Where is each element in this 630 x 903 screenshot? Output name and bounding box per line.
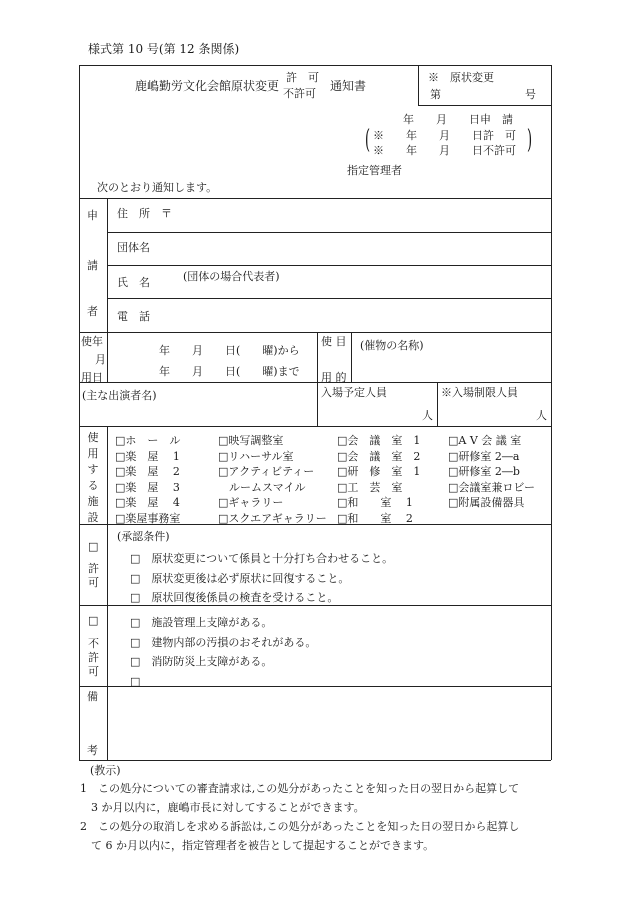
- expected-label: 入場予定人員: [321, 386, 387, 399]
- facilities-char-2: 用: [87, 447, 99, 460]
- ref-dai: 第: [430, 88, 441, 101]
- manager-label: 指定管理者: [347, 164, 402, 177]
- facility-checkbox[interactable]: □和 室 1: [337, 496, 413, 509]
- instruction-line-1: 1 この処分についての審査請求は,この処分があったことを知った日の翌日から起算して: [80, 782, 520, 795]
- ref-go: 号: [525, 88, 536, 101]
- name-label: 氏 名: [117, 276, 150, 289]
- title-permit: 許 可: [286, 71, 319, 84]
- remarks-field[interactable]: [112, 690, 547, 756]
- applicant-char-3: 者: [87, 305, 98, 318]
- permit-checkbox[interactable]: □: [88, 540, 99, 553]
- facilities-char-4: る: [87, 479, 99, 492]
- facility-checkbox[interactable]: □リハーサル室: [218, 449, 294, 463]
- facility-checkbox[interactable]: □研修室 2―a: [448, 449, 520, 463]
- facility-checkbox[interactable]: □研修室 2―b: [448, 465, 520, 478]
- facility-checkbox[interactable]: □会 議 室 1: [337, 434, 421, 447]
- facility-checkbox[interactable]: □附属設備器具: [448, 496, 525, 509]
- purpose-label-bot: 用 的: [321, 371, 347, 384]
- form-border-right: [551, 65, 552, 760]
- event-name-field[interactable]: [360, 358, 540, 372]
- reason-checkbox[interactable]: □ 建物内部の汚損のおそれがある。: [130, 635, 317, 649]
- facility-checkbox[interactable]: □工 芸 室: [337, 480, 403, 494]
- phone-field[interactable]: [170, 309, 540, 323]
- permit-date: ※ 年 月 日許 可: [373, 129, 516, 142]
- applicant-row-line-3: [107, 298, 551, 299]
- facility-checkbox[interactable]: □楽 屋 4: [115, 496, 180, 509]
- deny-checkbox[interactable]: □: [88, 614, 99, 627]
- use-date-from: 年 月 日( 曜)から: [159, 344, 300, 357]
- facility-column-3: [337, 433, 420, 526]
- purpose-label-top: 使 目: [321, 335, 347, 348]
- attendance-divider-2: [437, 382, 438, 426]
- facilities-char-5: 施: [87, 495, 99, 508]
- condition-checkbox[interactable]: □ 原状変更後は必ず原状に回復すること。: [130, 571, 350, 585]
- facility-checkbox[interactable]: ルームスマイル: [218, 480, 306, 494]
- permit-top-line: [79, 524, 551, 525]
- remarks-top-line: [79, 686, 551, 687]
- form-border-bottom: [79, 760, 551, 761]
- facility-checkbox[interactable]: □楽 屋 2: [115, 465, 180, 478]
- instruction-line-3: 2 この処分の取消しを求める訴訟は,この処分があったことを知った日の翌日から起算し: [80, 820, 520, 833]
- facility-checkbox[interactable]: □会議室兼ロビー: [448, 480, 535, 494]
- applicant-char-1: 申: [87, 209, 98, 222]
- facilities-char-6: 設: [87, 511, 99, 524]
- instruction-title: (教示): [90, 764, 121, 777]
- deny-char-2: 許: [88, 651, 99, 664]
- facility-checkbox[interactable]: □楽屋事務室: [115, 511, 181, 525]
- ref-label: ※ 原状変更: [428, 71, 494, 84]
- conditions-title: (承認条件): [117, 530, 170, 543]
- facility-checkbox[interactable]: □会 議 室 2: [337, 449, 421, 463]
- instruction-line-4: て 6 か月以内に，指定管理者を被告として提起することができます。: [80, 839, 435, 852]
- intro-text: 次のとおり通知します。: [97, 181, 218, 194]
- facility-checkbox[interactable]: □ホ ー ル: [115, 434, 181, 447]
- bracket-right: ): [527, 125, 533, 155]
- group-field[interactable]: [170, 240, 540, 254]
- form-number: 様式第 10 号(第 12 条関係): [88, 42, 240, 56]
- permit-char-2: 可: [88, 576, 99, 589]
- facility-checkbox[interactable]: □和 室 2: [337, 511, 413, 525]
- group-label: 団体名: [117, 241, 150, 254]
- applicant-char-2: 請: [87, 259, 98, 272]
- name-note: (団体の場合代表者): [183, 270, 280, 283]
- form-title: 鹿嶋勤労文化会館原状変更: [135, 79, 280, 93]
- reason-checkbox[interactable]: □ 施設管理上支障がある。: [130, 616, 273, 629]
- use-date-to: 年 月 日( 曜)まで: [159, 365, 300, 378]
- phone-label: 電 話: [117, 310, 150, 323]
- instruction-line-2: 3 か月以内に，鹿嶋市長に対してすることができます。: [80, 801, 365, 814]
- ref-box-bottom: [418, 105, 551, 106]
- facility-column-4: [448, 433, 535, 511]
- deny-date: ※ 年 月 日不許可: [373, 144, 516, 157]
- event-name-label: (催物の名称): [360, 339, 424, 352]
- condition-list[interactable]: [130, 549, 393, 608]
- facility-checkbox[interactable]: □A V 会 議 室: [448, 434, 522, 447]
- remarks-char-top: 備: [87, 690, 98, 703]
- performers-label: (主な出演者名): [82, 389, 157, 402]
- facilities-char-1: 使: [87, 431, 99, 444]
- applicant-row-line-1: [107, 232, 551, 233]
- apply-date: 年 月 日申 請: [403, 113, 513, 126]
- use-date-divider-3: [351, 332, 352, 382]
- attendance-divider-1: [317, 382, 318, 426]
- ref-box-left: [418, 65, 419, 105]
- use-date-top-line: [79, 332, 551, 333]
- facility-checkbox[interactable]: □ギャラリー: [218, 496, 284, 509]
- facility-column-2: [218, 433, 327, 526]
- deny-char-3: 可: [88, 665, 99, 678]
- name-field[interactable]: [300, 273, 540, 287]
- condition-checkbox[interactable]: □ 原状変更について係員と十分打ち合わせること。: [130, 552, 394, 565]
- facility-checkbox[interactable]: □楽 屋 3: [115, 480, 180, 494]
- use-date-label-top: 使年: [81, 335, 103, 348]
- form-border-top: [79, 65, 551, 66]
- expected-unit: 人: [422, 409, 433, 422]
- reason-checkbox[interactable]: □: [130, 674, 141, 688]
- facilities-divider: [107, 426, 108, 524]
- applicant-top-line: [79, 198, 551, 199]
- facility-checkbox[interactable]: □楽 屋 1: [115, 449, 180, 463]
- use-date-label-bot: 用日: [81, 371, 103, 384]
- reason-list[interactable]: [130, 613, 316, 691]
- limit-unit: 人: [536, 409, 547, 422]
- facilities-label: [86, 430, 100, 522]
- form-border-left: [79, 65, 80, 760]
- bracket-left: (: [365, 125, 371, 155]
- deny-char-1: 不: [88, 637, 99, 650]
- use-date-divider-2: [317, 332, 318, 382]
- facility-checkbox[interactable]: □映写調整室: [218, 434, 284, 447]
- permit-char-1: 許: [88, 562, 99, 575]
- address-label: 住 所 〒: [117, 207, 172, 220]
- address-field[interactable]: [190, 206, 540, 220]
- remarks-char-bottom: 考: [87, 744, 98, 757]
- limit-label: ※入場制限人員: [441, 386, 518, 399]
- deny-top-line: [79, 605, 551, 606]
- facility-checkbox[interactable]: □スクエアギャラリー: [218, 511, 327, 525]
- attendance-top-line: [79, 382, 551, 383]
- facility-column-1: [115, 433, 180, 526]
- use-date-label-mid: 月: [95, 353, 106, 366]
- remarks-divider: [107, 686, 108, 760]
- title-not-permit: 不許可: [283, 87, 316, 100]
- title-notice: 通知書: [330, 79, 367, 93]
- facility-checkbox[interactable]: □研 修 室 1: [337, 465, 421, 478]
- reason-checkbox[interactable]: □ 消防防災上支障がある。: [130, 655, 273, 668]
- facility-checkbox[interactable]: □アクティビティー: [218, 465, 315, 478]
- use-date-divider-1: [107, 332, 108, 382]
- applicant-row-line-2: [107, 265, 551, 266]
- facilities-char-3: す: [87, 463, 99, 476]
- condition-checkbox[interactable]: □ 原状回復後係員の検査を受けること。: [130, 591, 339, 604]
- facilities-top-line: [79, 426, 551, 427]
